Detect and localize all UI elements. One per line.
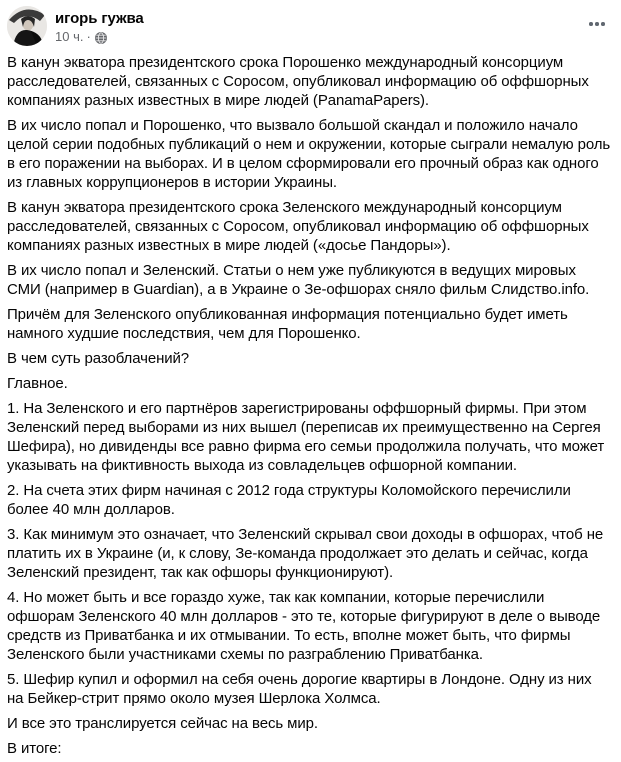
profile-photo-icon: [7, 6, 47, 46]
avatar[interactable]: [7, 6, 47, 46]
post-paragraph: 4. Но может быть и все гораздо хуже, так как компании, которые перечислили офшорам Зеленского 40 млн долларов - это те, которые фигурируют в деле о выводе средств из Приватбанка и их отмывании. То есть, вполне может быть, что фирмы Зеленского были участниками схемы по разграблению Приватбанка.: [7, 589, 601, 663]
post-paragraph: Главное.: [7, 375, 68, 392]
post-paragraph: 1. На Зеленского и его партнёров зарегистрированы оффшорный фирмы. При этом Зеленский перед выборами из них вышел (переписав их преимущественно на Сергея Шефира), но дивиденды все равно фирма его семьи продолжила получать, что может указывать на фиктивность выхода из совладельцев офшорной компании.: [7, 400, 605, 474]
author-block: [55, 6, 144, 45]
post-timestamp[interactable]: 10 ч.: [55, 29, 84, 44]
more-options-button[interactable]: [581, 12, 613, 36]
post-paragraph: И все это транслируется сейчас на весь мир.: [7, 715, 318, 732]
post-paragraph: 3. Как минимум это означает, что Зеленский скрывал свои доходы в офшорах, чтоб не платить их в Украине (и, к слову, Зе-команда продолжает это делать и сейчас, когда Зеленский президент, так как офшоры функционируют).: [7, 526, 604, 581]
author-name[interactable]: игорь гужва: [55, 10, 144, 27]
post-paragraph: В канун экватора президентского срока Зеленского международный консорциум расследователей, связанных с Соросом, опубликовал информацию об оффшорных компаниях разных известных в мире людей («досье Пандоры»).: [7, 199, 589, 254]
post-paragraph: В итоге:: [7, 740, 62, 757]
ellipsis-dot: [589, 22, 593, 26]
post-paragraph: Причём для Зеленского опубликованная информация потенциально будет иметь намного худшие последствия, чем для Порошенко.: [7, 306, 568, 342]
post-meta: [55, 29, 144, 45]
post-body: [7, 53, 611, 758]
post-paragraph: В чем суть разоблачений?: [7, 350, 190, 367]
meta-separator: ·: [86, 29, 91, 44]
ellipsis-dot: [601, 22, 605, 26]
post-paragraph: 2. На счета этих фирм начиная с 2012 года структуры Коломойского перечислили более 40 млн долларов.: [7, 482, 571, 518]
post-paragraph: 5. Шефир купил и оформил на себя очень дорогие квартиры в Лондоне. Одну из них на Бейкер-стрит прямо около музея Шерлока Холмса.: [7, 671, 592, 707]
post-paragraph: В их число попал и Зеленский. Статьи о нем уже публикуются в ведущих мировых СМИ (например в Guardian), а в Украине о Зе-офшорах сняло фильм Слидство.info.: [7, 262, 590, 298]
post-paragraph: В канун экватора президентского срока Порошенко международный консорциум расследователей, связанных с Соросом, опубликовал информацию об оффшорных компаниях разных известных в мире людей (PanamaPapers).: [7, 54, 589, 109]
post-paragraph: В их число попал и Порошенко, что вызвало большой скандал и положило начало целой серии подобных публикаций о нем и окружении, которые сыграли немалую роль в его поражении на выборах. И в целом сформировали его прочный образ как одного из главных коррупционеров в истории Украины.: [7, 117, 611, 191]
post-header: [7, 6, 611, 46]
ellipsis-dot: [595, 22, 599, 26]
globe-icon: [95, 32, 107, 44]
